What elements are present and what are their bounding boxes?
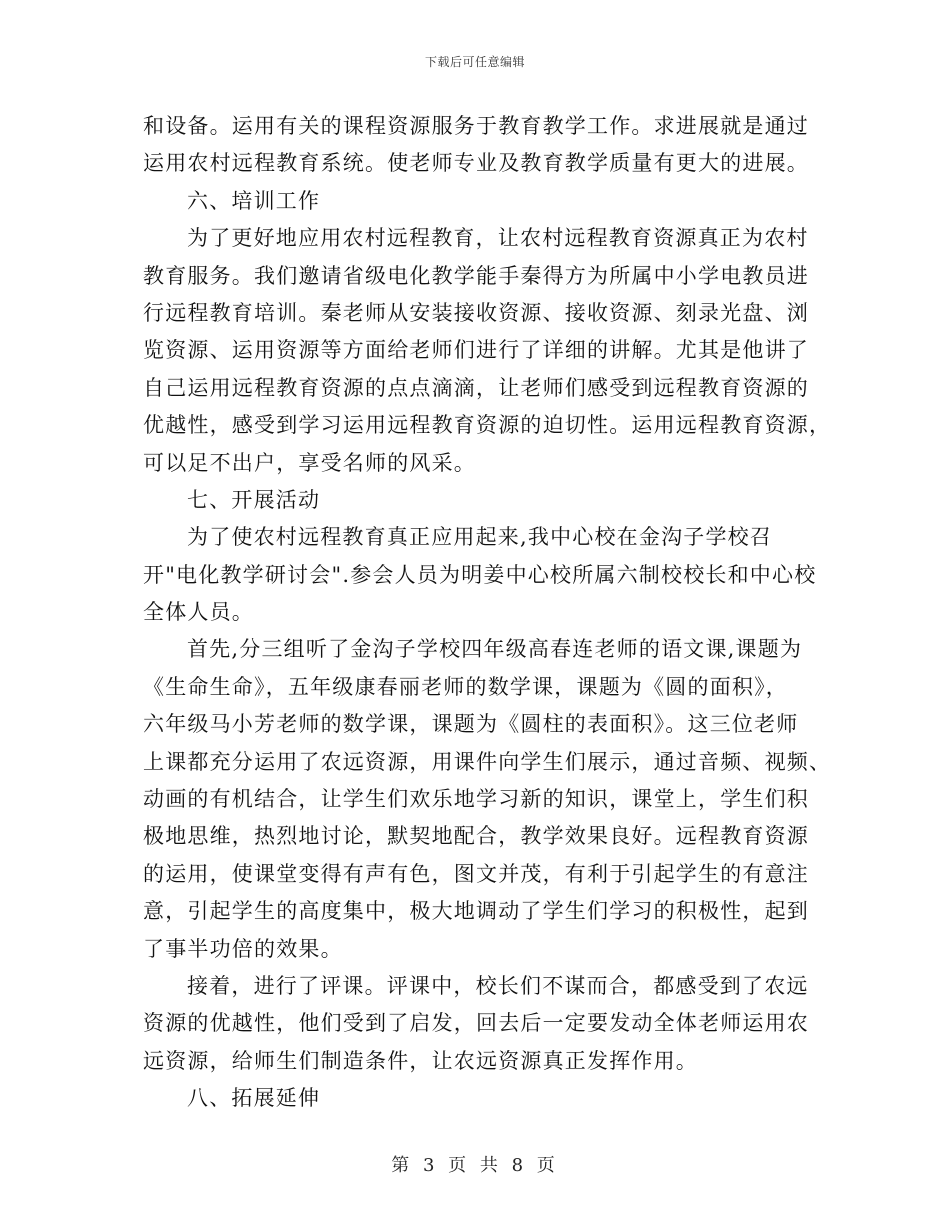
- text-line: 可以足不出户，享受名师的风采。: [143, 450, 476, 475]
- text-line: 自己运用远程教育资源的点点滴滴，让老师们感受到远程教育资源的: [143, 375, 809, 400]
- text-line: 六年级马小芳老师的数学课，课题为《圆柱的表面积》。这三位老师: [143, 712, 799, 737]
- text-line: 八、拓展延伸: [187, 1086, 321, 1111]
- text-line: 全体人员。: [143, 600, 254, 625]
- text-line: 动画的有机结合，让学生们欢乐地学习新的知识，课堂上，学生们积: [143, 787, 809, 812]
- text-line: 和设备。运用有关的课程资源服务于教育教学工作。求进展就是通过: [143, 114, 809, 138]
- text-line: 六、培训工作: [187, 188, 321, 213]
- text-line: 意，引起学生的高度集中，极大地调动了学生们学习的积极性，起到: [143, 899, 809, 924]
- text-line: 优越性，感受到学习运用远程教育资源的迫切性。运用远程教育资源，: [143, 413, 832, 438]
- document-body: [143, 108, 832, 1118]
- text-line: 为了更好地应用农村远程教育，让农村远程教育资源真正为农村: [187, 226, 809, 251]
- text-line: 远资源，给师生们制造条件，让农远资源真正发挥作用。: [143, 1048, 698, 1073]
- text-line: 览资源、运用资源等方面给老师们进行了详细的讲解。尤其是他讲了: [143, 338, 809, 363]
- text-line: 首先,分三组听了金沟子学校四年级高春连老师的语文课,课题为: [187, 637, 803, 662]
- text-line: 资源的优越性，他们受到了启发，回去后一定要发动全体老师运用农: [143, 1011, 809, 1036]
- text-line: 极地思维，热烈地讨论，默契地配合，教学效果良好。远程教育资源: [143, 824, 809, 849]
- text-line: 上课都充分运用了农远资源，用课件向学生们展示，通过音频、视频、: [143, 749, 832, 774]
- text-line: 《生命生命》，五年级康春丽老师的数学课，课题为《圆的面积》，: [143, 674, 788, 699]
- text-line: 接着，进行了评课。评课中，校长们不谋而合，都感受到了农远: [187, 973, 809, 998]
- text-line: 的运用，使课堂变得有声有色，图文并茂，有利于引起学生的有意注: [143, 861, 809, 886]
- text-line: 行远程教育培训。秦老师从安装接收资源、接收资源、刻录光盘、浏: [143, 300, 809, 325]
- text-line: 教育服务。我们邀请省级电化教学能手秦得方为所属中小学电教员进: [143, 263, 809, 288]
- text-line: 七、开展活动: [187, 487, 321, 512]
- text-line: 了事半功倍的效果。: [143, 936, 343, 961]
- page-footer: 第 3 页 共 8 页: [391, 1155, 559, 1176]
- page-header: 下载后可任意编辑: [424, 55, 525, 69]
- text-line: 开"电化教学研讨会".参会人员为明姜中心校所属六制校校长和中心校: [143, 562, 817, 587]
- text-line: 为了使农村远程教育真正应用起来,我中心校在金沟子学校召: [187, 525, 773, 550]
- text-line: 运用农村远程教育系统。使老师专业及教育教学质量有更大的进展。: [143, 151, 809, 176]
